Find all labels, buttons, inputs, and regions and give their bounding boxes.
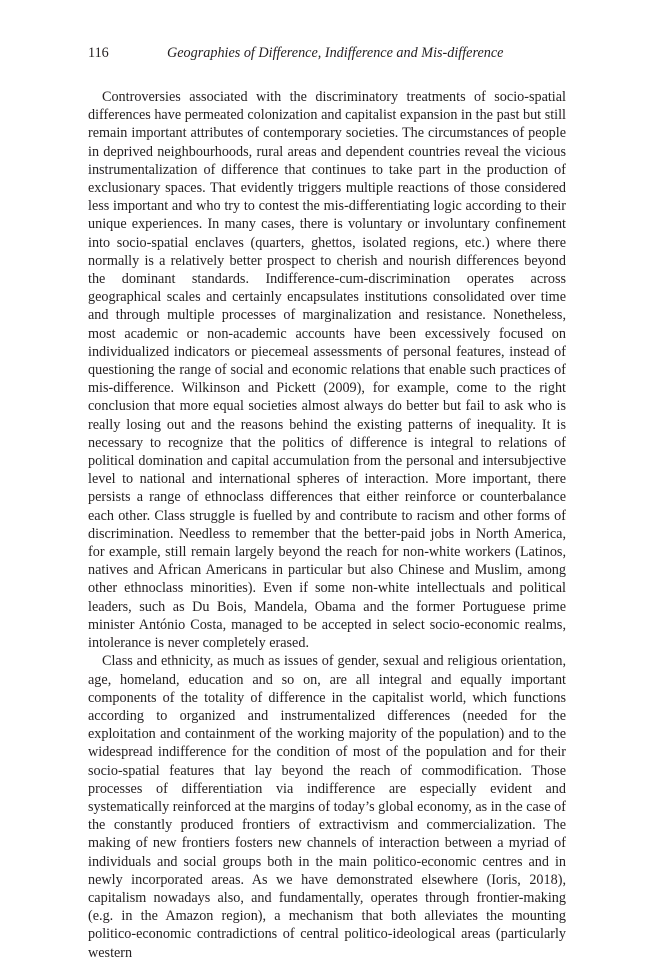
page-number: 116	[88, 45, 109, 61]
body-text	[88, 88, 566, 962]
running-title: Geographies of Difference, Indifference and Mis-difference	[167, 45, 504, 61]
running-head	[88, 43, 566, 63]
paragraph: Class and ethnicity, as much as issues of gender, sexual and religious orientation, age, homeland, education and so on, are all integral and equally important components of the totality of difference in the capitalist world, which functions according to organized and instrumentalized differences (needed for the exploitation and containment of the working majority of the population) and to the widespread indifference for the condition of most of the population and for their socio-spatial features that lay beyond the reach of commodification. Those processes of differentiation via indifference are especially evident and systematically reinforced at the margins of today’s global economy, as in the case of the constantly produced frontiers of extractivism and commercialization. The making of new frontiers fosters new channels of interaction between a myriad of individuals and social groups both in the main politico-economic centres and in newly incorporated areas. As we have demonstrated elsewhere (Ioris, 2018), capitalism nowadays also, and fundamentally, operates through frontier-making (e.g. in the Amazon region), a mechanism that both alleviates the mounting politico-economic contradictions of central politico-ideological areas (particularly western	[88, 653, 566, 961]
paragraph: Controversies associated with the discriminatory treatments of socio-spatial differences have permeated colonization and capitalist expansion in the past but still remain important attributes of contemporary societies. The circumstances of people in deprived neighbourhoods, rural areas and dependent countries reveal the vicious instrumentalization of difference that continues to take part in the production of exclusionary spaces. That evidently triggers multiple reactions of those considered less important and who try to contest the mis-differentiating logic according to their unique experiences. In many cases, there is voluntary or involuntary confinement into socio-spatial enclaves (quarters, ghettos, isolated regions, etc.) where there normally is a relatively better prospect to cherish and nourish differences beyond the dominant standards. Indifference-cum-discrimination operates across geographical scales and certainly encapsulates institutions consolidated over time and through multiple processes of marginalization and resistance. Nonetheless, most academic or non-academic accounts have been excessively focused on individualized indicators or piecemeal assessments of personal features, instead of questioning the range of social and economic relations that enable such practices of mis-difference. Wilkinson and Pickett (2009), for example, come to the right conclusion that more equal societies almost always do better but fail to ask who is really losing out and the reasons behind the existing patterns of inequality. It is necessary to recognize that the politics of difference is integral to relations of political domination and capital accumulation from the personal and intersubjective level to national and international spheres of interaction. More important, there persists a range of ethnoclass differences that either reinforce or counterbalance each other. Class struggle is fuelled by and contribute to racism and other forms of discrimination. Needless to remember that the better-paid jobs in North America, for example, still remain largely beyond the reach for non-white workers (Latinos, natives and African Americans in particular but also Chinese and Muslim, among other ethnoclass minorities). Even if some non-white intellectuals and political leaders, such as Du Bois, Mandela, Obama and the former Portuguese prime minister António Costa, managed to be accepted in select socio-economic realms, intolerance is never completely erased.	[88, 89, 566, 652]
